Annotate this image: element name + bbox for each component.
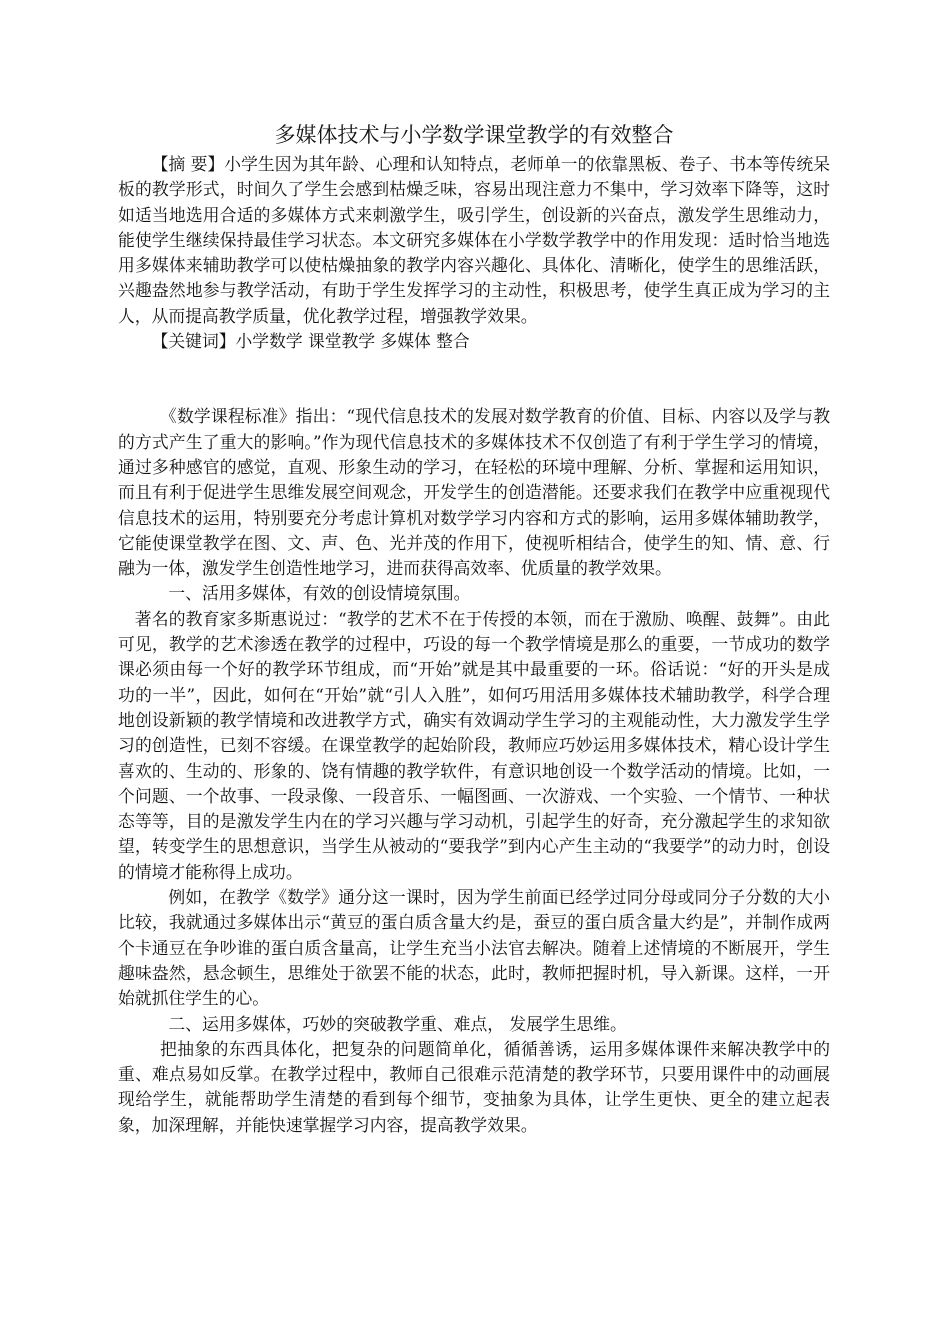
example-paragraph: 例如，在教学《数学》通分这一课时，因为学生前面已经学过同分母或同分子分数的大小比较，我就通过多媒体出示“黄豆的蛋白质含量大约是，蚕豆的蛋白质含量大约是”，并制作成两个卡通豆在争吵谁的蛋白质含量高，让学生充当小法官去解决。随着上述情境的不断展开，学生趣味盎然，悬念顿生，思维处于欲罢不能的状态，此时，教师把握时机，导入新课。这样，一开始就抓住学生的心。 (118, 887, 830, 1009)
section-2-paragraph: 把抽象的东西具体化，把复杂的问题简单化，循循善诱，运用多媒体课件来解决教学中的重、难点易如反掌。在教学过程中，教师自己很难示范清楚的教学环节，只要用课件中的动画展现给学生，就能帮助学生清楚的看到每个细节，变抽象为具体，让学生更快、更全的建立起表象，加深理解，并能快速掌握学习内容，提高教学效果。 (118, 1038, 830, 1135)
keywords-label: 【关键词】 (151, 331, 236, 352)
blank-line (118, 354, 830, 404)
abstract-label: 【摘 要】 (151, 154, 225, 174)
abstract-text: 小学生因为其年龄、心理和认知特点，老师单一的依靠黑板、卷子、书本等传统呆板的教学形式，时间久了学生会感到枯燥乏味，容易出现注意力不集中，学习效率下降等，这时如适当地选用合适的多媒体方式来刺激学生，吸引学生，创设新的兴奋点，激发学生思维动力，能使学生继续保持最佳学习状态。本文研究多媒体在小学数学教学中的作用发现：适时恰当地选用多媒体来辅助教学可以使枯燥抽象的教学内容兴趣化、具体化、清晰化，使学生的思维活跃，兴趣盎然地参与教学活动，有助于学生发挥学习的主动性，积极思考，使学生真正成为学习的主人，从而提高教学质量，优化教学过程，增强教学效果。 (118, 154, 830, 326)
document-title: 多媒体技术与小学数学课堂教学的有效整合 (274, 123, 674, 147)
keywords-text: 小学数学 课堂教学 多媒体 整合 (235, 331, 470, 352)
section-heading-1: 一、活用多媒体，有效的创设情境氛围。 (168, 583, 471, 604)
abstract-paragraph (118, 152, 830, 329)
section-1-paragraph: 著名的教育家多斯惠说过：“教学的艺术不在于传授的本领，而在于激励、唤醒、鼓舞”。由此可见，教学的艺术渗透在教学的过程中，巧设的每一个教学情境是那么的重要，一节成功的数学课必须由每一个好的教学环节组成，而“开始”就是其中最重要的一环。俗话说：“好的开头是成功的一半”，因此，如何在“开始”就“引人入胜”，如何巧用活用多媒体技术辅助教学，科学合理地创设新颖的教学情境和改进教学方式，确实有效调动学生学习的主观能动性，大力激发学生学习的创造性，已刻不容缓。在课堂教学的起始阶段，教师应巧妙运用多媒体技术，精心设计学生喜欢的、生动的、形象的、饶有情趣的教学软件，有意识地创设一个数学活动的情境。比如，一个问题、一个故事、一段录像、一段音乐、一幅图画、一次游戏、一个实验、一个情节、一种状态等等，目的是激发学生内在的学习兴趣与学习动机，引起学生的好奇，充分激起学生的求知欲望，转变学生的思想意识，当学生从被动的“要我学”到内心产生主动的“我要学”的动力时，创设的情境才能称得上成功。 (118, 608, 830, 882)
intro-paragraph: 《数学课程标准》指出：“现代信息技术的发展对数学教育的价值、目标、内容以及学与教的方式产生了重大的影响。”作为现代信息技术的多媒体技术不仅创造了有利于学生学习的情境，通过多种感官的感觉，直观、形象生动的学习，在轻松的环境中理解、分析、掌握和运用知识，而且有利于促进学生思维发展空间观念，开发学生的创造潜能。还要求我们在教学中应重视现代信息技术的运用，特别要充分考虑计算机对数学学习内容和方式的影响，运用多媒体辅助教学，它能使课堂教学在图、文、声、色、光并茂的作用下，使视听相结合，使学生的知、情、意、行融为一体，激发学生创造性地学习，进而获得高效率、优质量的教学效果。 (118, 406, 830, 579)
document-page (118, 118, 830, 1138)
section-heading-2: 二、运用多媒体，巧妙的突破教学重、难点， 发展学生思维。 (168, 1013, 627, 1034)
keywords-paragraph (118, 329, 830, 354)
